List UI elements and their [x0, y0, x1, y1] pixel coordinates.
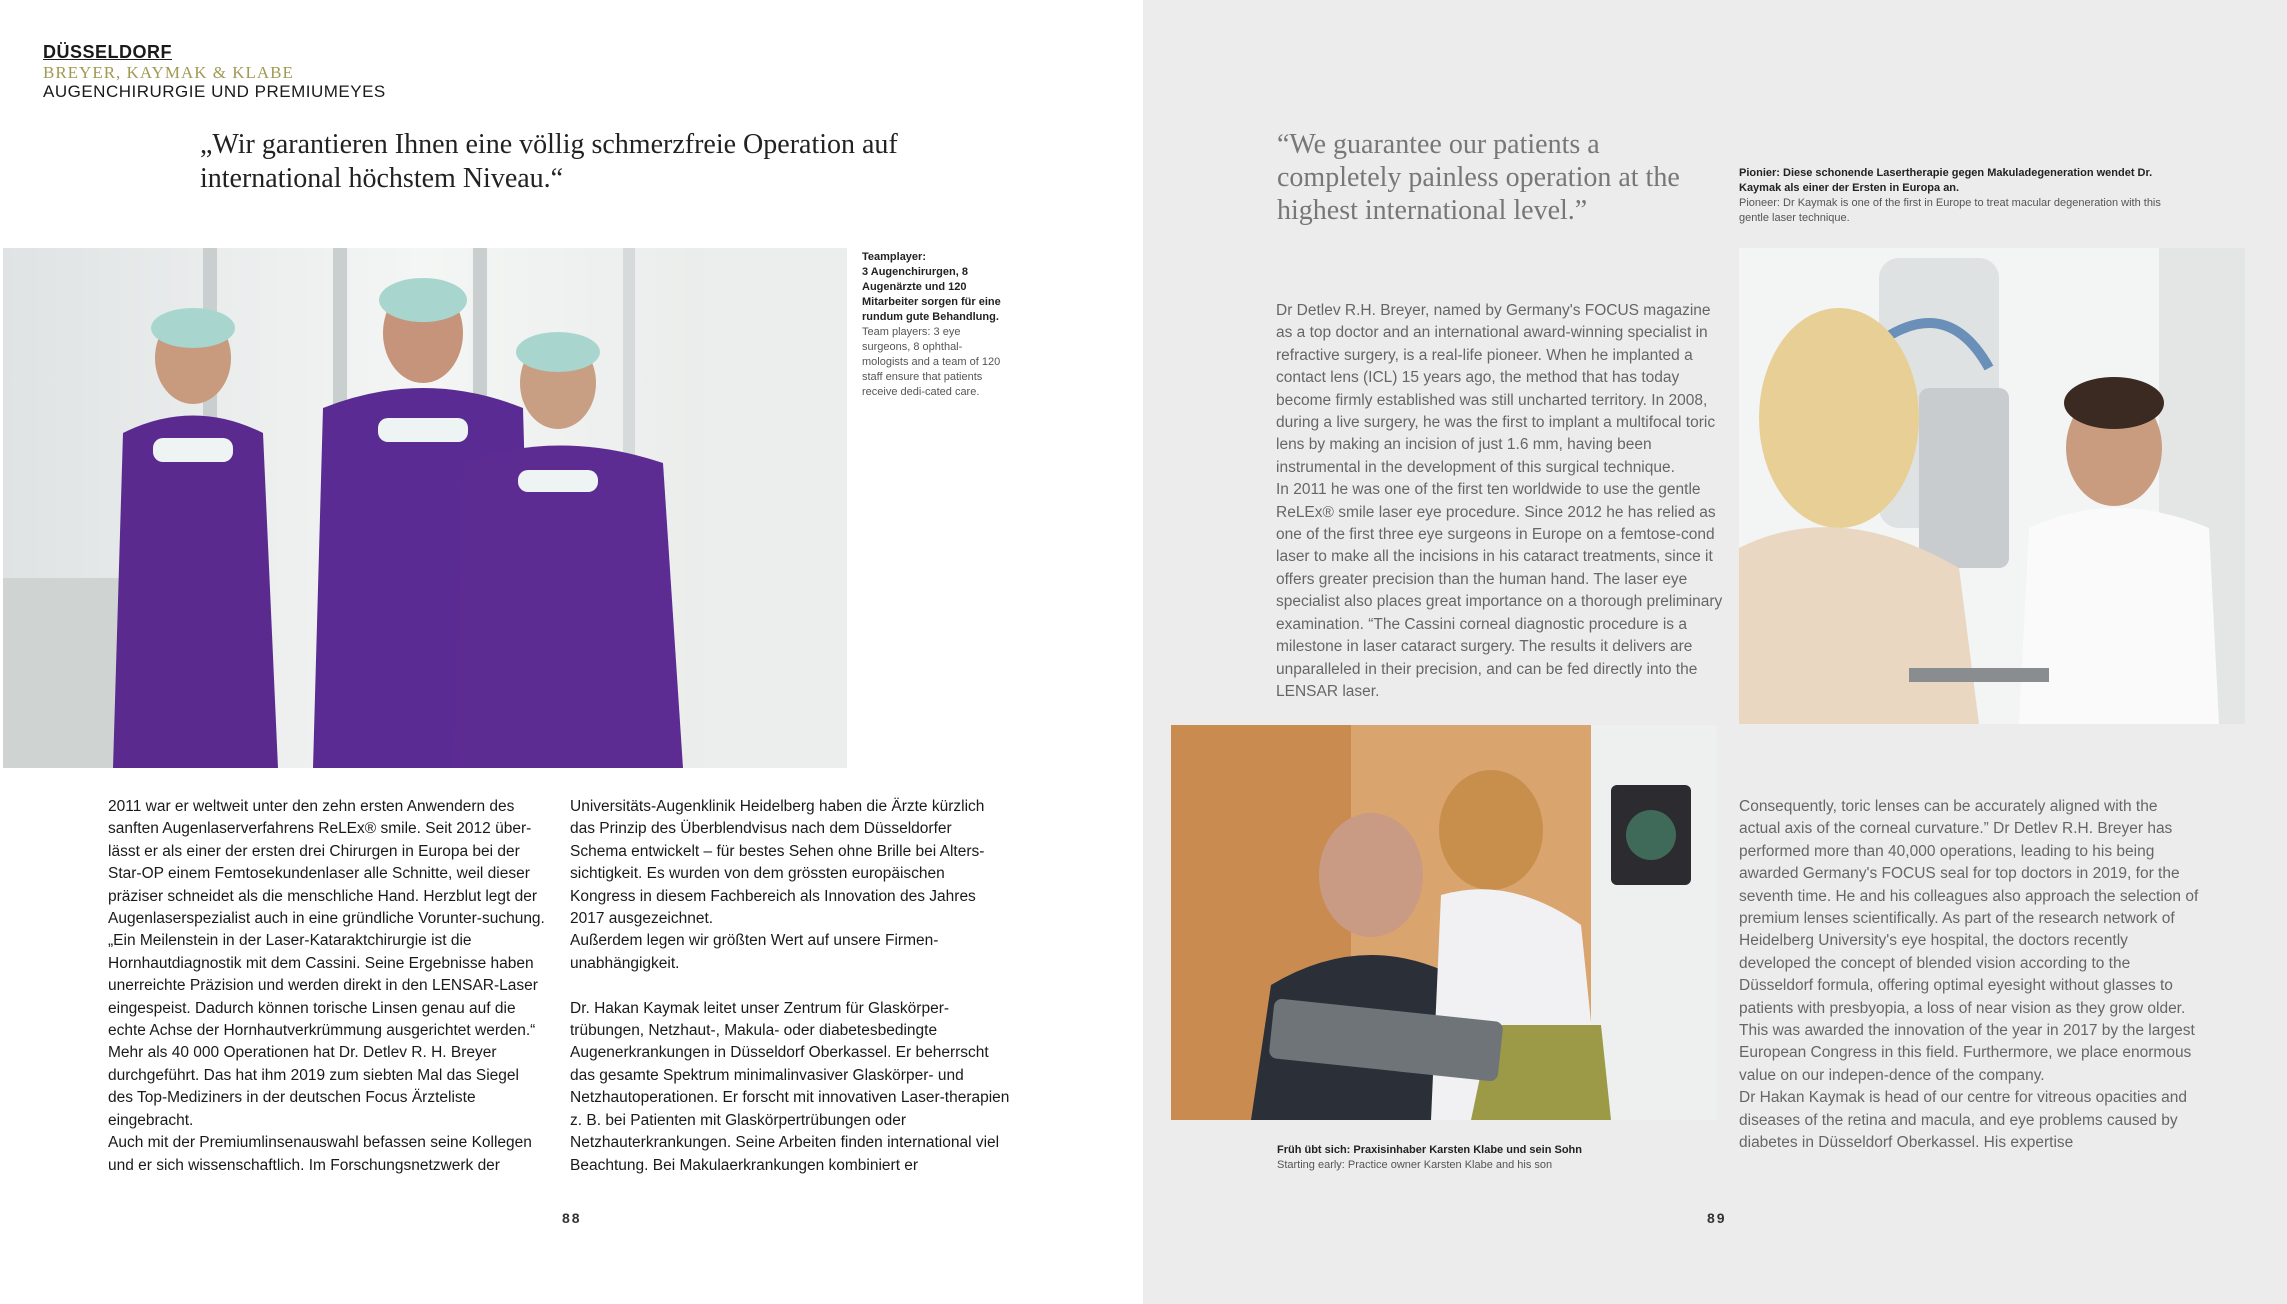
caption-german-text: Pionier: Diese schonende Lasertherapie gegen Makuladegeneration wendet Dr. Kaymak als einer der Ersten in Europa an.	[1739, 167, 2153, 194]
header-city: DÜSSELDORF	[43, 42, 173, 62]
quote-german: „Wir garantieren Ihnen eine völlig schmerzfreie Operation auf international höchstem Niveau.“	[200, 129, 898, 194]
quote-english: “We guarantee our patients a completely painless operation at the highest international level.”	[1277, 129, 1680, 226]
header-subtitle: AUGENCHIRURGIE UND PREMIUMEYES	[43, 82, 386, 101]
left-page	[0, 0, 1143, 1304]
caption-english-text: Team players: 3 eye surgeons, 8 ophthal-mologists and a team of 120 staff ensure that patients receive dedi-cated care.	[862, 326, 1001, 398]
caption-title: Teamplayer:	[862, 251, 926, 263]
father-son-photo	[1171, 725, 1717, 1120]
caption-german-text: Früh übt sich: Praxisinhaber Karsten Klabe und sein Sohn	[1277, 1144, 1582, 1156]
intro-text: Dr Detlev R.H. Breyer, named by Germany's FOCUS magazine as a top doctor and an international award-winning specialist in refractive surgery, is a real-life pioneer. When he implanted a contact lens (ICL) 15 years ago, the method that has today become firmly established was still uncharted territory. In 2008, during a live surgery, he was the first to implant a multifocal toric lens by making an incision of just 1.6 mm, having been instrumental in the development of this surgical technique. In 2011 he was one of the first ten worldwide to use the gentle ReLEx® smile laser eye procedure. Since 2012 he has relied as one of the first three eye surgeons in Europe on a femtose-cond laser to make all the incisions in his cataract treatments, since it offers greater precision than the human hand. The laser eye specialist also places great importance on a thorough preliminary examination. “The Cassini corneal diagnostic procedure is a milestone in laser cataract surgery. The results it delivers are unparalleled in their precision, and can be fed directly into the LENSAR laser.	[1276, 302, 1723, 700]
doctor-photo-caption	[1739, 166, 2179, 226]
header-practice-name: BREYER, KAYMAK & KLABE	[43, 63, 294, 82]
caption-english-text: Starting early: Practice owner Karsten Klabe and his son	[1277, 1159, 1553, 1171]
caption-english-text: Pioneer: Dr Kaymak is one of the first in Europe to treat macular degeneration with this gentle laser technique.	[1739, 197, 2161, 224]
body-column-right: Consequently, toric lenses can be accurately aligned with the actual axis of the corneal curvature.” Dr Detlev R.H. Breyer has performed more than 40,000 operations, leading to his being awarded Germany's FOCUS seal for top doctors in 2019, for the seventh time. He and his colleagues also approach the selection of premium lenses scientifically. As part of the research network of Heidelberg University's eye hospital, the doctors recently developed the concept of blended vision according to the Düsseldorf formula, offering optimal eyesight without glasses to patients with presbyopia, a loss of near vision as they grow older. This was awarded the innovation of the year in 2017 by the largest European Congress in this field. Furthermore, we place enormous value on our indepen-dence of the company. Dr Hakan Kaymak is head of our centre for vitreous opacities and diseases of the retina and macula, and eye problems caused by diabetes in Düsseldorf Oberkassel. His expertise	[1739, 798, 2199, 1152]
right-page	[1143, 0, 2287, 1304]
body-column-2: Universitäts-Augenklinik Heidelberg haben die Ärzte kürzlich das Prinzip des Überblendvisus nach dem Düsseldorfer Schema entwickelt – für bestes Sehen ohne Brille bei Alters-sichtigkeit. Es wurden von dem grössten europäischen Kongress in diesem Fachbereich als Innovation des Jahres 2017 ausgezeichnet. Außerdem legen wir größten Wert auf unsere Firmen-unabhängigkeit. Dr. Hakan Kaymak leitet unser Zentrum für Glaskörper-trübungen, Netzhaut-, Makula- oder diabetesbedingte Augenerkrankungen in Düsseldorf Oberkassel. Er beherrscht das gesamte Spektrum minimalinvasiver Glaskörper- und Netzhautoperationen. Er forscht mit innovativen Laser-therapien z. B. bei Patienten mit Glaskörpertrübungen oder Netzhauterkrankungen. Seine Arbeiten finden international viel Beachtung. Bei Makulaerkrankungen kombiniert er	[570, 798, 1010, 1174]
team-photo-caption	[862, 250, 1002, 400]
caption-german-text: 3 Augenchirurgen, 8 Augenärzte und 120 Mitarbeiter sorgen für eine rundum gute Behandlung.	[862, 266, 1001, 323]
team-photo	[3, 248, 847, 768]
eye-exam-photo	[1739, 248, 2245, 724]
body-column-1: 2011 war er weltweit unter den zehn ersten Anwendern des sanften Augenlaserverfahrens ReLEx® smile. Seit 2012 über-lässt er als einer der ersten drei Chirurgen in Europa bei der Star-OP einem Femtosekundenlaser alle Schnitte, weil dieser präziser schneidet als die menschliche Hand. Herzblut legt der Augenlaserspezialist auch in eine gründliche Vorunter-suchung. „Ein Meilenstein in der Laser-Kataraktchirurgie ist die Hornhautdiagnostik mit dem Cassini. Seine Ergebnisse haben unerreichte Präzision und werden direkt in den LENSAR-Laser eingespeist. Dadurch können torische Linsen genau auf die echte Achse der Hornhautverkrümmung ausgerichtet werden.“ Mehr als 40 000 Operationen hat Dr. Detlev R. H. Breyer durchgeführt. Das hat ihm 2019 zum siebten Mal das Siegel des Top-Mediziners in der deutschen Focus Ärzteliste eingebracht. Auch mit der Premiumlinsenauswahl befassen seine Kollegen und er sich wissenschaftlich. Im Forschungsnetzwerk der	[108, 798, 545, 1174]
father-son-caption	[1277, 1143, 1697, 1173]
page-number-right: 89	[1707, 1210, 1727, 1226]
page-number-left: 88	[562, 1210, 582, 1226]
